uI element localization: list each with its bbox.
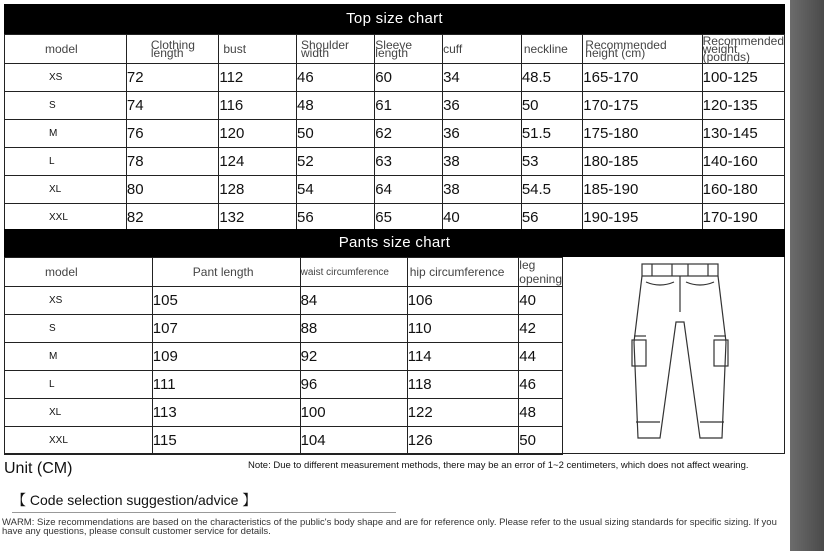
value-cell: 92 <box>300 343 407 371</box>
size-cell: XXL <box>5 204 127 232</box>
value-cell: 180-185 <box>583 148 702 176</box>
table-row <box>5 64 785 92</box>
value-cell: 175-180 <box>583 120 702 148</box>
value-cell: 78 <box>126 148 218 176</box>
value-cell: 170-175 <box>583 92 702 120</box>
unit-label: Unit (CM) <box>4 460 73 477</box>
value-cell: 38 <box>443 148 522 176</box>
table-row <box>5 315 563 343</box>
value-cell: 105 <box>152 287 300 315</box>
size-cell: M <box>5 343 153 371</box>
value-cell: 48 <box>519 399 563 427</box>
value-cell: 62 <box>375 120 443 148</box>
value-cell: 40 <box>519 287 563 315</box>
value-cell: 80 <box>126 176 218 204</box>
header-hip: hip circumference <box>407 258 519 287</box>
value-cell: 190-195 <box>583 204 702 232</box>
value-cell: 160-180 <box>702 176 784 204</box>
header-recommended-weight: Recommended weight (pounds) <box>702 34 784 64</box>
value-cell: 165-170 <box>583 64 702 92</box>
header-neckline: neckline <box>521 35 582 64</box>
size-cell: L <box>5 371 153 399</box>
value-cell: 132 <box>219 204 297 232</box>
side-shade <box>790 0 824 551</box>
value-cell: 88 <box>300 315 407 343</box>
value-cell: 118 <box>407 371 519 399</box>
advice-heading: 【 Code selection suggestion/advice 】 <box>12 492 257 508</box>
warm-notice: WARM: Size recommendations are based on the characteristics of the public's body shape and are for reference only. Please refer to the usual sizing standards for specific sizing. If you have any questions, please consult customer service for details. <box>2 517 777 537</box>
divider <box>12 512 396 513</box>
value-cell: 46 <box>297 64 375 92</box>
size-cell: XL <box>5 176 127 204</box>
size-cell: XL <box>5 399 153 427</box>
header-shoulder-width: Shoulder width <box>297 35 375 64</box>
header-waist: waist circumference <box>300 258 407 287</box>
value-cell: 82 <box>126 204 218 232</box>
value-cell: 42 <box>519 315 563 343</box>
header-bust: bust <box>219 35 297 64</box>
value-cell: 112 <box>219 64 297 92</box>
value-cell: 36 <box>443 120 522 148</box>
value-cell: 185-190 <box>583 176 702 204</box>
header-model: model <box>5 258 153 287</box>
value-cell: 54.5 <box>521 176 582 204</box>
value-cell: 44 <box>519 343 563 371</box>
value-cell: 74 <box>126 92 218 120</box>
size-cell: L <box>5 148 127 176</box>
value-cell: 46 <box>519 371 563 399</box>
value-cell: 72 <box>126 64 218 92</box>
value-cell: 170-190 <box>702 204 784 232</box>
value-cell: 128 <box>219 176 297 204</box>
value-cell: 100 <box>300 399 407 427</box>
value-cell: 53 <box>521 148 582 176</box>
measurement-note: Note: Due to different measurement methods, there may be an error of 1~2 centimeters, which does not affect wearing. <box>248 460 749 471</box>
table-row <box>5 92 785 120</box>
header-recommended-height: Recommended height (cm) <box>583 35 702 64</box>
value-cell: 52 <box>297 148 375 176</box>
table-row <box>5 399 563 427</box>
top-size-table <box>4 34 785 232</box>
table-row <box>5 427 563 455</box>
table-row <box>5 371 563 399</box>
value-cell: 56 <box>297 204 375 232</box>
value-cell: 50 <box>519 427 563 455</box>
value-cell: 140-160 <box>702 148 784 176</box>
value-cell: 50 <box>297 120 375 148</box>
size-cell: XXL <box>5 427 153 455</box>
pants-chart-title: Pants size chart <box>4 229 785 257</box>
value-cell: 124 <box>219 148 297 176</box>
table-row <box>5 148 785 176</box>
value-cell: 56 <box>521 204 582 232</box>
value-cell: 107 <box>152 315 300 343</box>
header-pant-length: Pant length <box>152 258 300 287</box>
value-cell: 51.5 <box>521 120 582 148</box>
value-cell: 48 <box>297 92 375 120</box>
value-cell: 106 <box>407 287 519 315</box>
value-cell: 34 <box>443 64 522 92</box>
value-cell: 120 <box>219 120 297 148</box>
size-cell: S <box>5 92 127 120</box>
value-cell: 113 <box>152 399 300 427</box>
header-cuff: cuff <box>443 35 522 64</box>
value-cell: 38 <box>443 176 522 204</box>
value-cell: 64 <box>375 176 443 204</box>
table-row <box>5 343 563 371</box>
cargo-pants-icon <box>620 262 740 442</box>
table-row <box>5 120 785 148</box>
size-cell: M <box>5 120 127 148</box>
value-cell: 100-125 <box>702 64 784 92</box>
value-cell: 114 <box>407 343 519 371</box>
value-cell: 110 <box>407 315 519 343</box>
value-cell: 54 <box>297 176 375 204</box>
top-chart-title: Top size chart <box>4 4 785 34</box>
pants-table-header-row <box>5 258 563 287</box>
value-cell: 40 <box>443 204 522 232</box>
table-row <box>5 176 785 204</box>
value-cell: 116 <box>219 92 297 120</box>
value-cell: 130-145 <box>702 120 784 148</box>
header-leg-opening: leg opening <box>519 258 563 286</box>
value-cell: 115 <box>152 427 300 455</box>
value-cell: 48.5 <box>521 64 582 92</box>
value-cell: 65 <box>375 204 443 232</box>
value-cell: 61 <box>375 92 443 120</box>
value-cell: 120-135 <box>702 92 784 120</box>
value-cell: 60 <box>375 64 443 92</box>
value-cell: 96 <box>300 371 407 399</box>
value-cell: 84 <box>300 287 407 315</box>
table-row <box>5 204 785 232</box>
size-cell: S <box>5 315 153 343</box>
value-cell: 76 <box>126 120 218 148</box>
value-cell: 104 <box>300 427 407 455</box>
table-row <box>5 287 563 315</box>
value-cell: 63 <box>375 148 443 176</box>
value-cell: 109 <box>152 343 300 371</box>
header-sleeve-length: Sleeve length <box>375 35 443 64</box>
value-cell: 126 <box>407 427 519 455</box>
value-cell: 111 <box>152 371 300 399</box>
value-cell: 36 <box>443 92 522 120</box>
value-cell: 122 <box>407 399 519 427</box>
header-model: model <box>5 35 127 64</box>
size-cell: XS <box>5 287 153 315</box>
size-cell: XS <box>5 64 127 92</box>
value-cell: 50 <box>521 92 582 120</box>
header-clothing-length: Clothing length <box>126 35 218 64</box>
top-table-header-row <box>5 35 785 64</box>
pants-size-table <box>4 257 563 455</box>
